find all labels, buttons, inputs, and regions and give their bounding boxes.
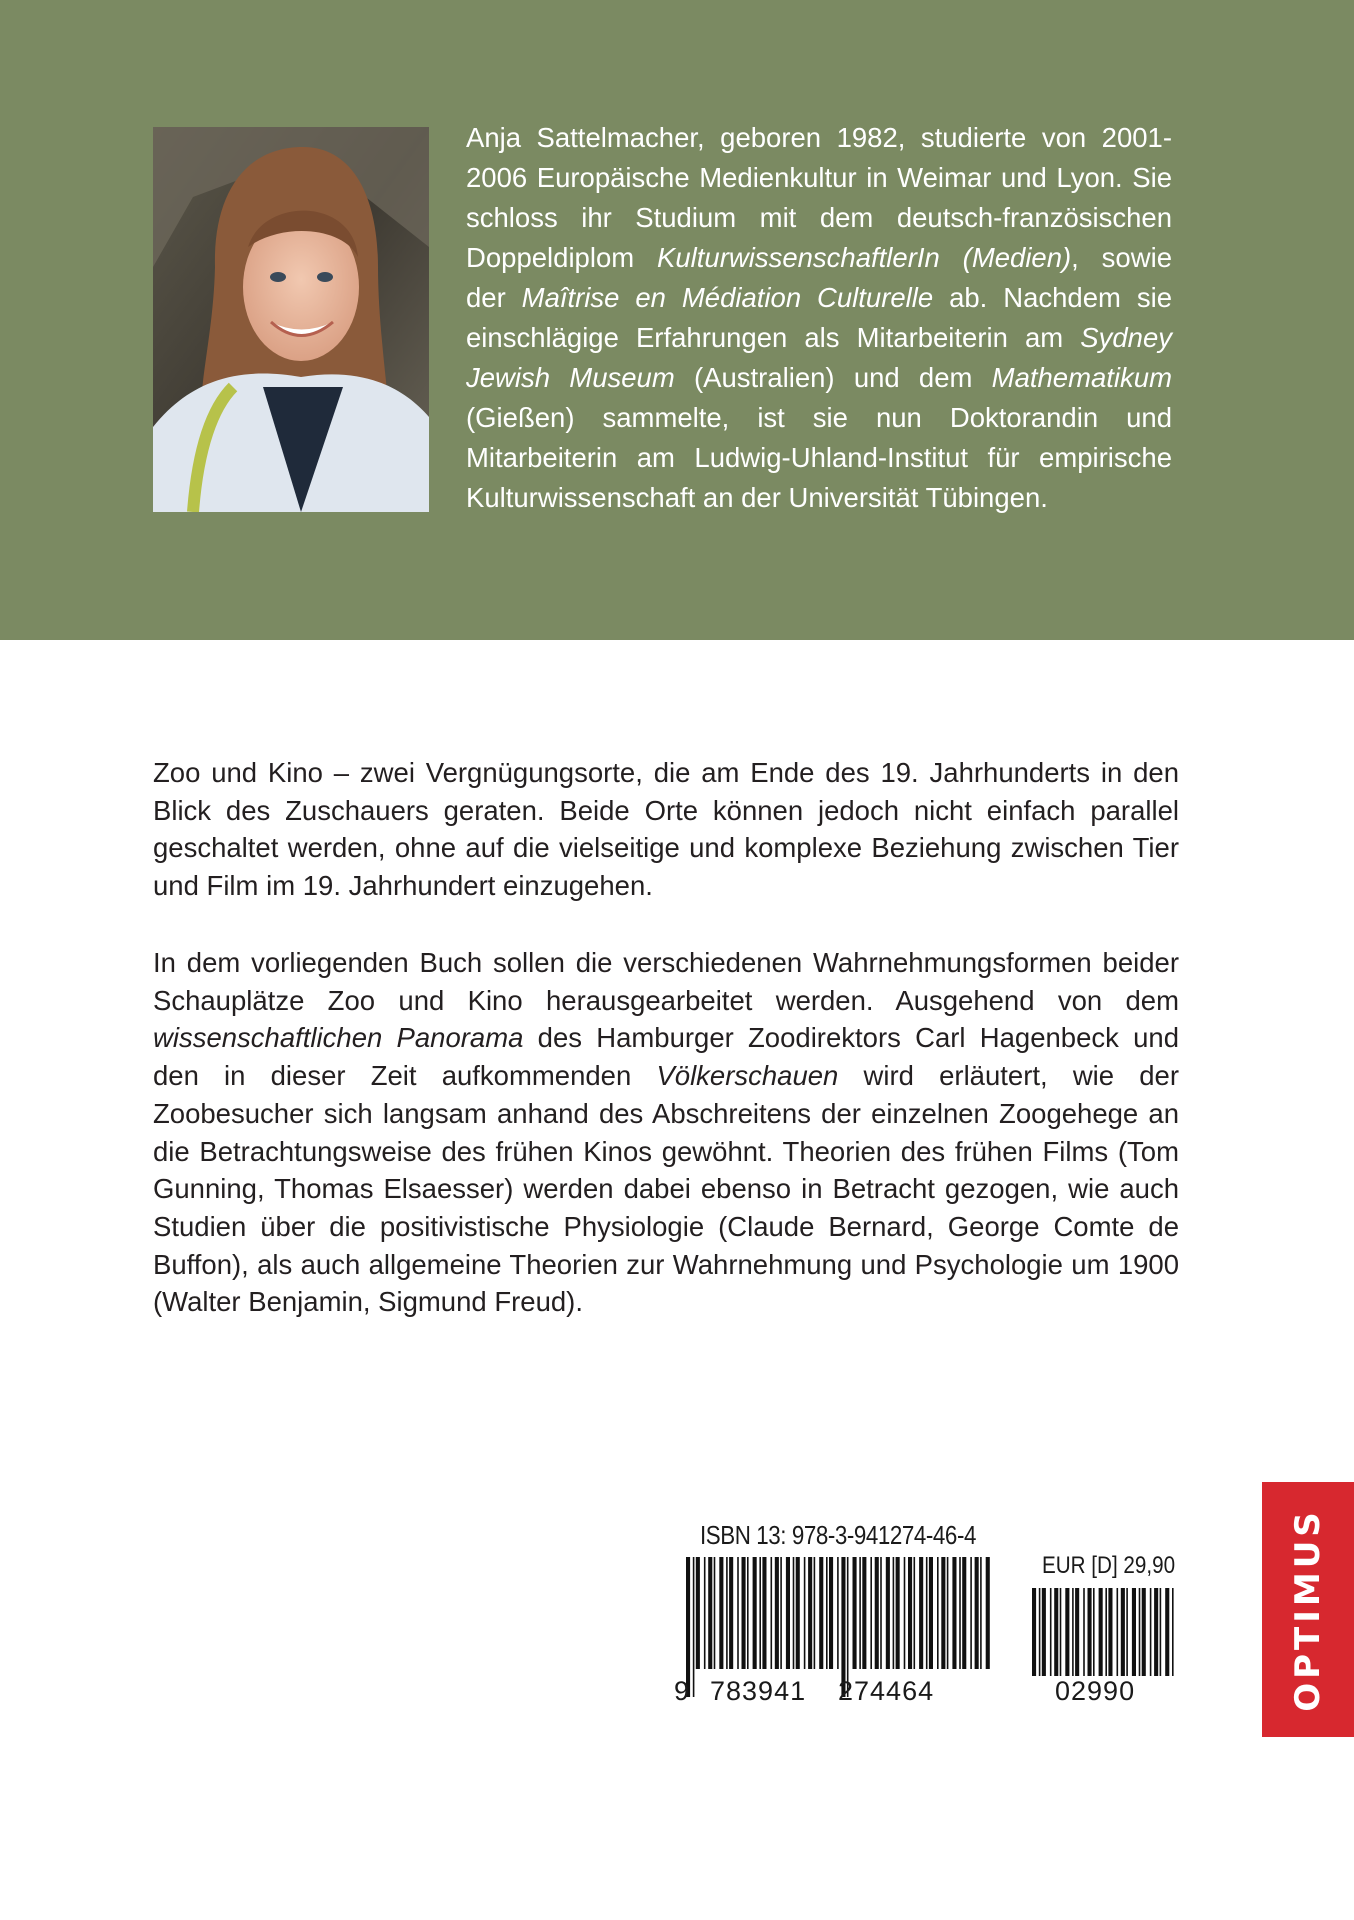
barcode-bar bbox=[775, 1557, 779, 1669]
barcode-bar bbox=[962, 1557, 966, 1669]
barcode-bar bbox=[870, 1557, 872, 1669]
barcode-bar bbox=[1088, 1588, 1092, 1676]
barcode-bar bbox=[1117, 1588, 1119, 1676]
barcode-bar bbox=[1083, 1588, 1085, 1676]
barcode-bar bbox=[759, 1557, 761, 1669]
barcode-bar bbox=[829, 1557, 833, 1669]
barcode-bar bbox=[896, 1557, 900, 1669]
barcode-digits-left: 783941 bbox=[710, 1676, 807, 1706]
barcode-bar bbox=[1050, 1588, 1052, 1676]
barcode-bar bbox=[704, 1557, 706, 1669]
barcode-bar bbox=[1172, 1588, 1174, 1676]
barcode-bar bbox=[975, 1557, 979, 1669]
barcode-bar bbox=[952, 1557, 956, 1669]
barcode-bar bbox=[914, 1557, 916, 1669]
publisher-logo-tab bbox=[1262, 1482, 1354, 1737]
museum-name: Sydney Jewish Museum bbox=[466, 322, 1172, 393]
barcode-bar bbox=[780, 1557, 782, 1669]
barcode-bar bbox=[1093, 1588, 1095, 1676]
barcode-bar bbox=[796, 1557, 800, 1669]
museum-name: Mathematikum bbox=[991, 362, 1172, 393]
barcode-bar bbox=[826, 1557, 828, 1669]
barcode-bar bbox=[714, 1557, 716, 1669]
barcode-bar bbox=[929, 1557, 933, 1669]
isbn-label: ISBN 13: 978-3-941274-46-4 bbox=[700, 1520, 976, 1550]
author-bio bbox=[466, 118, 1172, 518]
degree-title: KulturwissenschaftlerIn (Medien) bbox=[657, 242, 1072, 273]
degree-title: Maîtrise en Médiation Culturelle bbox=[521, 282, 934, 313]
barcode-digit-lead: 9 bbox=[674, 1676, 691, 1706]
barcode-bar bbox=[747, 1557, 749, 1669]
author-bio-text: (Gießen) sammelte, ist sie nun Doktorandin und Mitarbeiterin am Ludwig-Uhland-Institut für empirische Kulturwissenschaft an der Universität Tübingen. bbox=[466, 402, 1172, 513]
barcode-bar bbox=[762, 1557, 766, 1669]
barcode-bar bbox=[819, 1557, 823, 1669]
barcode-bar bbox=[919, 1557, 923, 1669]
barcode-bar bbox=[959, 1557, 961, 1669]
author-photo bbox=[153, 127, 429, 512]
barcode-bar bbox=[693, 1557, 695, 1697]
price-label: EUR [D] 29,90 bbox=[1042, 1552, 1176, 1579]
barcode-bar bbox=[947, 1557, 949, 1669]
barcode-bar bbox=[1165, 1588, 1169, 1676]
barcode-bar bbox=[1160, 1588, 1162, 1676]
barcode-bar bbox=[1154, 1588, 1158, 1676]
barcode-bar bbox=[970, 1557, 972, 1669]
blurb-emphasis: wissenschaftlichen Panorama bbox=[153, 1022, 524, 1054]
barcode-digits-right: 274464 bbox=[838, 1676, 935, 1706]
barcode-bar bbox=[926, 1557, 928, 1669]
barcode-bar bbox=[753, 1557, 757, 1669]
barcode-bar bbox=[1142, 1588, 1146, 1676]
author-photo-image bbox=[153, 127, 429, 512]
barcode-bar bbox=[1099, 1588, 1103, 1676]
barcode-bar bbox=[729, 1557, 733, 1669]
barcode-bar bbox=[793, 1557, 795, 1669]
barcode-bar bbox=[742, 1557, 746, 1669]
barcode-bar bbox=[808, 1557, 812, 1669]
author-bio-text: , sowie der bbox=[466, 242, 1172, 313]
barcode-bar bbox=[859, 1557, 861, 1669]
barcode-bar bbox=[814, 1557, 816, 1669]
blurb-paragraph-1: Zoo und Kino – zwei Vergnügungsorte, die am Ende des 19. Jahrhunderts in den Blick des Zuschauers geraten. Beide Orte können jedoch nicht einfach parallel geschaltet werden, ohne auf die vielseitige und komplexe Beziehung zwischen Tier und Film im 19. Jahrhundert einzugehen. bbox=[153, 757, 1179, 902]
barcode-bar bbox=[1032, 1588, 1036, 1676]
barcode-bar bbox=[1072, 1588, 1074, 1676]
barcode-bar bbox=[862, 1557, 866, 1669]
barcode-bar bbox=[904, 1557, 906, 1669]
barcode-bar bbox=[696, 1557, 700, 1669]
barcode-bar bbox=[1126, 1588, 1128, 1676]
barcode-bar bbox=[986, 1557, 990, 1669]
barcode-bar bbox=[719, 1557, 723, 1669]
price-addon-barcode bbox=[1030, 1588, 1178, 1684]
barcode-bar bbox=[853, 1557, 857, 1669]
author-bio-text: (Australien) und dem bbox=[674, 362, 992, 393]
barcode-bar bbox=[980, 1557, 982, 1669]
barcode-bar bbox=[726, 1557, 728, 1669]
barcode-bar bbox=[708, 1557, 712, 1669]
barcode-bar bbox=[893, 1557, 895, 1669]
author-bio-text: ab. Nachdem sie einschlägige Erfahrungen als Mitarbeiterin am bbox=[466, 282, 1172, 353]
barcode-addon-digits: 02990 bbox=[1055, 1676, 1136, 1706]
barcode-bar bbox=[1075, 1588, 1079, 1676]
blurb-emphasis: Völkerschauen bbox=[656, 1060, 839, 1092]
barcode-bar bbox=[937, 1557, 939, 1669]
barcode-bar bbox=[908, 1557, 912, 1669]
barcode-bar bbox=[886, 1557, 890, 1669]
barcode-bar bbox=[875, 1557, 879, 1669]
barcode-bar bbox=[1060, 1588, 1062, 1676]
barcode-bar bbox=[1132, 1588, 1136, 1676]
barcode-bar bbox=[1065, 1588, 1069, 1676]
blurb-text: wird erläutert, wie der Zoobesucher sich langsam anhand des Abschreitens der einzelnen Zoogehege an die Betrachtungsweise des frühen Kinos gewöhnt. Theorien des frühen Films (Tom Gunning, Thomas Elsaesser) werden dabei ebenso in Betracht gezogen, wie auch Studien über die positivistische Physiologie (Claude Bernard, George Comte de Buffon), als auch allgemeine Theorien zur Wahrnehmung und Psychologie um 1900 (Walter Benjamin, Sigmund Freud). bbox=[153, 1060, 1179, 1318]
barcode-bar bbox=[1108, 1588, 1112, 1676]
barcode-bar bbox=[941, 1557, 945, 1669]
blurb-text: des Hamburger Zoodirektors Carl Hagenbeck und den in dieser Zeit aufkommenden bbox=[153, 1022, 1179, 1092]
barcode-bar bbox=[786, 1557, 790, 1669]
barcode-bar bbox=[837, 1557, 839, 1669]
barcode-bar bbox=[1150, 1588, 1152, 1676]
barcode-bar bbox=[737, 1557, 739, 1669]
blurb-text: In dem vorliegenden Buch sollen die verschiedenen Wahrnehmungsformen beider Schauplätze Zoo und Kino herausgearbeitet werden. Ausgehend von dem bbox=[153, 947, 1179, 1016]
barcode-bar bbox=[1042, 1588, 1046, 1676]
barcode-bar bbox=[1105, 1588, 1107, 1676]
blurb-paragraph-2 bbox=[153, 944, 1179, 1321]
barcode-bar bbox=[880, 1557, 882, 1669]
barcode-bar bbox=[1121, 1588, 1125, 1676]
barcode-bar bbox=[1054, 1588, 1058, 1676]
author-bio-text: Anja Sattelmacher, geboren 1982, studierte von 2001-2006 Europäische Medienkultur in Weimar und Lyon. Sie schloss ihr Studium mit dem deutsch-französischen Doppeldiplom bbox=[466, 122, 1172, 273]
barcode-bar bbox=[804, 1557, 806, 1669]
publisher-name: OPTIMUS bbox=[1288, 1507, 1328, 1712]
barcode-bar bbox=[771, 1557, 773, 1669]
barcode-bar bbox=[1039, 1588, 1041, 1676]
barcode-bar bbox=[1139, 1588, 1141, 1676]
